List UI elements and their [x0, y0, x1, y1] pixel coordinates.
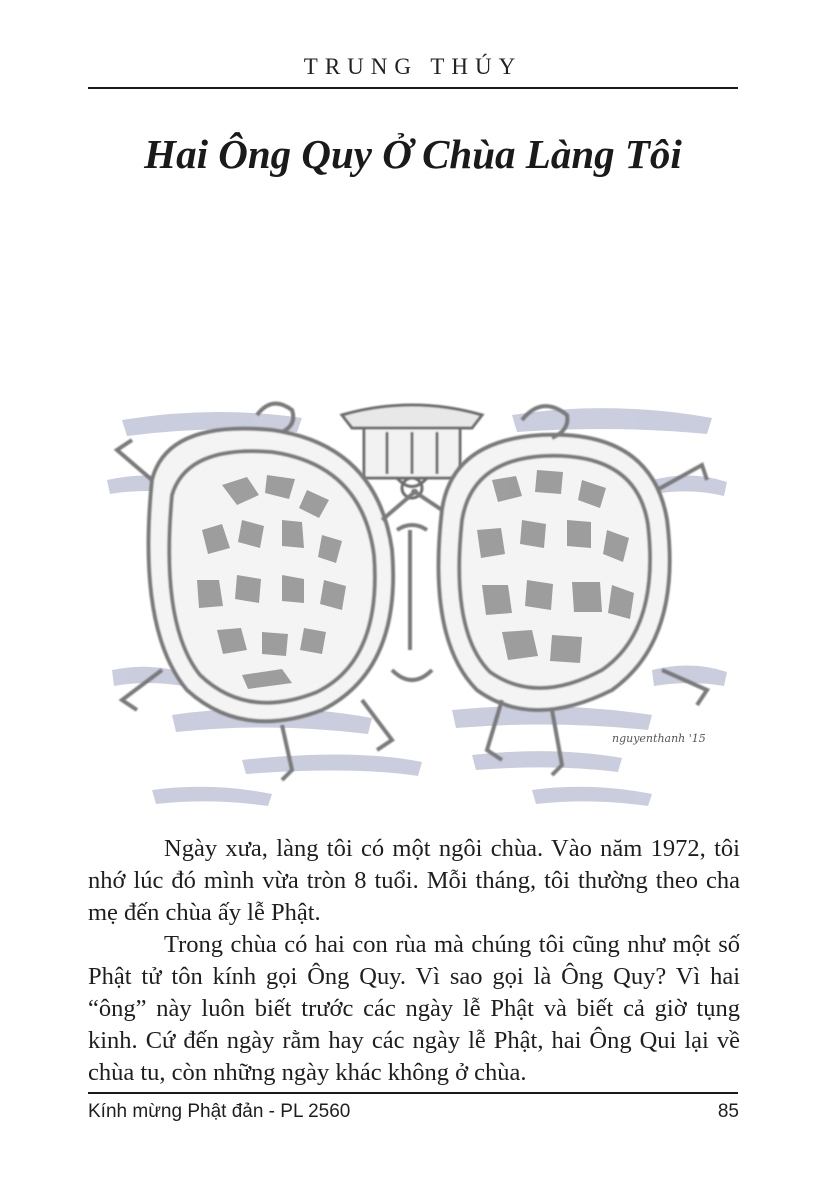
center-ornament: [392, 525, 432, 680]
footer-rule: [88, 1092, 738, 1094]
running-header-author: TRUNG THÚY: [303, 54, 523, 79]
header-rule: [88, 87, 738, 89]
body-text: [88, 833, 740, 1089]
artist-signature: nguyenthanh '15: [612, 732, 706, 745]
article-title: Hai Ông Quy Ở Chùa Làng Tôi: [144, 131, 682, 177]
turtle-illustration: [92, 370, 732, 820]
paragraph-2: Trong chùa có hai con rùa mà chúng tôi cũng như một số Phật tử tôn kính gọi Ông Quy. Vì sao gọi là Ông Quy? Vì hai “ông” này luôn biết trước các ngày lễ Phật và biết cả giờ tụng kinh. Cứ đến ngày rằm hay các ngày lễ Phật, hai Ông Qui lại về chùa tu, còn những ngày khác không ở chùa.: [88, 931, 740, 1086]
page-number: 85: [717, 1101, 739, 1122]
footer-book-title: Kính mừng Phật đản - PL 2560: [88, 1101, 351, 1122]
paragraph-1: Ngày xưa, làng tôi có một ngôi chùa. Vào năm 1972, tôi nhớ lúc đó mình vừa tròn 8 tuổi. Mỗi tháng, tôi thường theo cha mẹ đến chùa ấy lễ Phật.: [88, 835, 740, 926]
